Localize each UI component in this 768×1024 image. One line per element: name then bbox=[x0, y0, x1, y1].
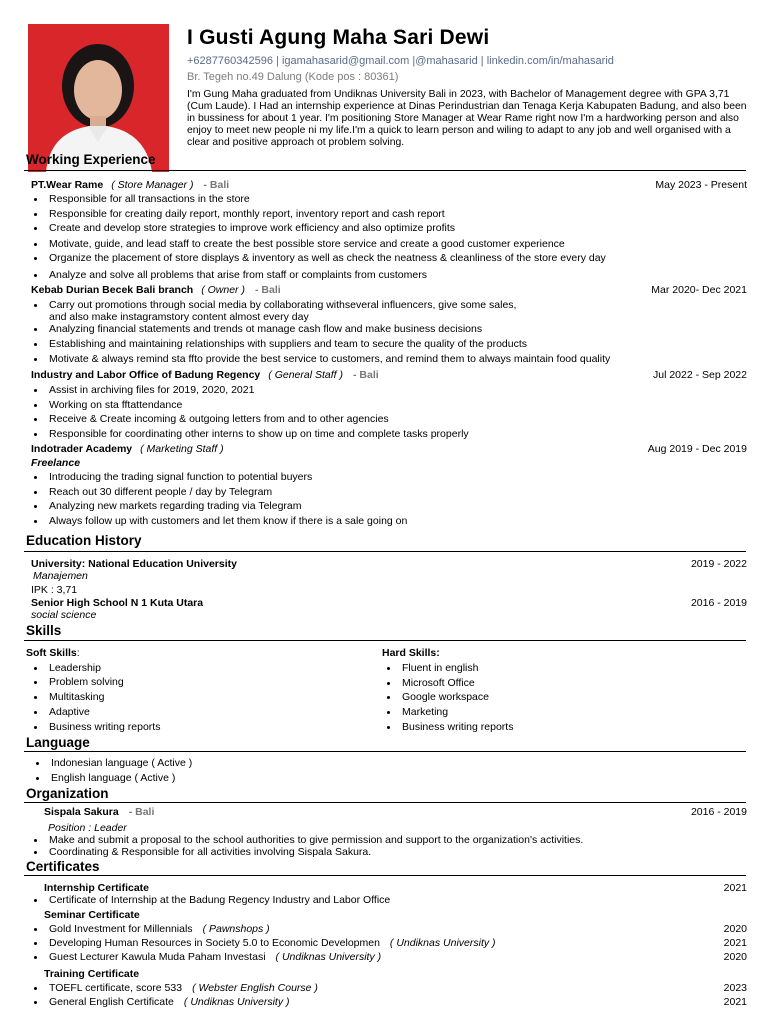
education-major: Manajemen bbox=[33, 570, 88, 582]
school-name: University: National Education University bbox=[31, 558, 237, 570]
certificate-year: 2020 bbox=[723, 923, 747, 935]
job-bullet: Always follow up with customers and let them know if there is a sale going on bbox=[49, 515, 408, 527]
job-header bbox=[31, 443, 747, 457]
candidate-name: I Gusti Agung Maha Sari Dewi bbox=[187, 26, 490, 49]
job-location: - Bali bbox=[352, 369, 379, 381]
education-header bbox=[31, 597, 747, 611]
hard-skill-item: Microsoft Office bbox=[402, 677, 475, 689]
job-date: Mar 2020- Dec 2021 bbox=[651, 284, 747, 296]
job-bullet: Carry out promotions through social media by collaborating withseveral influencers, give some sales, bbox=[49, 299, 517, 311]
organization-location: - Bali bbox=[128, 806, 155, 818]
certificate-issuer: ( Undiknas University ) bbox=[183, 996, 290, 1008]
profile-summary: I'm Gung Maha graduated from Undiknas University Bali in 2023, with Bachelor of Management degree with GPA 3,71 (Cum Laude). I Had an internship experience at Dinas Perindustrian dan Tenaga Kerja Kabupaten Badung, and also been in bussiness for about 1 year. I'm positioning Store Manager at Wear Rame right now I'm a hardworking person and also enjoy to meet new people ni my life.I'm a quick to learn person and wiling to adapt to any job and well organised with a clear and positive approach ot problem solving. bbox=[187, 89, 747, 149]
job-bullet: Motivate & always remind sta ffto provide the best service to customers, and remind them to always maintain food quality bbox=[49, 353, 611, 365]
certificate-year: 2021 bbox=[723, 996, 747, 1008]
organization-position: Position : Leader bbox=[48, 822, 127, 834]
job-bullet: Motivate, guide, and lead staff to create the best possible store service and create a good customer experience bbox=[49, 238, 565, 250]
hard-skill-item: Fluent in english bbox=[402, 662, 479, 674]
social-handle[interactable]: @mahasarid bbox=[415, 55, 478, 67]
organization-bullet: Make and submit a proposal to the school authorities to give permission and support to the organization's activities. bbox=[49, 834, 584, 846]
job-location: - Bali bbox=[254, 284, 281, 296]
section-divider bbox=[24, 551, 746, 552]
soft-skill-item: Problem solving bbox=[49, 676, 124, 688]
section-title-skills: Skills bbox=[26, 623, 62, 638]
section-divider bbox=[24, 875, 746, 876]
job-bullet: Analyze and solve all problems that arise from staff or complaints from customers bbox=[49, 269, 427, 281]
language-item: English language ( Active ) bbox=[51, 772, 176, 784]
job-header bbox=[31, 369, 747, 383]
job-role: ( Owner ) bbox=[201, 284, 245, 296]
job-date: Jul 2022 - Sep 2022 bbox=[653, 369, 747, 381]
job-role: ( Store Manager ) bbox=[111, 179, 194, 191]
section-divider bbox=[24, 170, 746, 171]
job-bullet: Reach out 30 different people / day by Telegram bbox=[49, 486, 273, 498]
certificate-year: 2023 bbox=[723, 982, 747, 994]
job-bullet: Assist in archiving files for 2019, 2020, 2021 bbox=[49, 384, 255, 396]
organization-header bbox=[44, 806, 747, 820]
job-bullet: Responsible for creating daily report, monthly report, inventory report and cash report bbox=[49, 208, 445, 220]
soft-skill-item: Business writing reports bbox=[49, 721, 161, 733]
education-date: 2016 - 2019 bbox=[690, 597, 747, 609]
job-bullet: Working on sta fftattendance bbox=[49, 399, 183, 411]
hard-skill-item: Marketing bbox=[402, 706, 449, 718]
certificate-item: Developing Human Resources in Society 5.0 to Economic Developmen ( Undiknas University ) bbox=[49, 937, 496, 949]
hard-skill-item: Google workspace bbox=[402, 691, 489, 703]
job-header bbox=[31, 284, 747, 298]
section-title-education: Education History bbox=[26, 533, 142, 548]
job-bullet: Establishing and maintaining relationships with suppliers and team to secure the quality of the products bbox=[49, 338, 528, 350]
job-bullet: Analyzing financial statements and trends ot manage cash flow and make business decisions bbox=[49, 323, 483, 335]
certificate-item: Certificate of Internship at the Badung Regency Industry and Labor Office bbox=[49, 894, 391, 906]
job-bullet: Introducing the trading signal function to potential buyers bbox=[49, 471, 313, 483]
job-date: Aug 2019 - Dec 2019 bbox=[647, 443, 747, 455]
organization-bullet: Coordinating & Responsible for all activities involving Sispala Sakura. bbox=[49, 846, 372, 858]
organization-date: 2016 - 2019 bbox=[690, 806, 747, 818]
job-bullet: Create and develop store strategies to improve work efficiency and also optimize profits bbox=[49, 222, 456, 234]
language-item: Indonesian language ( Active ) bbox=[51, 757, 193, 769]
certificate-group-title: Internship Certificate bbox=[44, 882, 150, 894]
education-gpa: IPK : 3,71 bbox=[31, 584, 78, 596]
job-bullet-continuation: and also make instagramstory content almost every day bbox=[49, 311, 309, 323]
soft-skill-item: Adaptive bbox=[49, 706, 90, 718]
section-divider bbox=[24, 640, 746, 641]
hard-skill-item: Business writing reports bbox=[402, 721, 514, 733]
phone-number[interactable]: +6287760342596 bbox=[187, 55, 273, 67]
education-major: social science bbox=[31, 609, 97, 621]
certificate-group-title: Seminar Certificate bbox=[44, 909, 140, 921]
section-divider bbox=[24, 802, 746, 803]
certificate-item: TOEFL certificate, score 533 ( Webster English Course ) bbox=[49, 982, 318, 994]
job-bullet: Responsible for all transactions in the store bbox=[49, 193, 250, 205]
linkedin-link[interactable]: linkedin.com/in/mahasarid bbox=[486, 55, 614, 67]
certificate-item: Gold Investment for Millennials ( Pawnshops ) bbox=[49, 923, 270, 935]
job-date: May 2023 - Present bbox=[655, 179, 747, 191]
job-bullet: Organize the placement of store displays & inventory as well as check the neatness & cleanliness of the store every day bbox=[49, 252, 606, 264]
education-date: 2019 - 2022 bbox=[690, 558, 747, 570]
certificate-issuer: ( Undiknas University ) bbox=[389, 937, 496, 949]
company-name: Indotrader Academy bbox=[31, 443, 133, 455]
company-name: Kebab Durian Becek Bali branch bbox=[31, 284, 194, 296]
school-name: Senior High School N 1 Kuta Utara bbox=[31, 597, 204, 609]
certificate-issuer: ( Webster English Course ) bbox=[192, 982, 318, 994]
company-name: Industry and Labor Office of Badung Regency bbox=[31, 369, 261, 381]
certificate-year: 2020 bbox=[723, 951, 747, 963]
organization-name: Sispala Sakura bbox=[44, 806, 119, 818]
section-title-work: Working Experience bbox=[26, 152, 156, 167]
certificate-issuer: ( Pawnshops ) bbox=[202, 923, 270, 935]
soft-skill-item: Leadership bbox=[49, 662, 101, 674]
certificate-item: General English Certificate ( Undiknas University ) bbox=[49, 996, 290, 1008]
soft-skill-item: Multitasking bbox=[49, 691, 105, 703]
section-title-language: Language bbox=[26, 735, 90, 750]
job-type: Freelance bbox=[31, 457, 81, 469]
certificate-issuer: ( Undiknas University ) bbox=[275, 951, 382, 963]
soft-skills-title: Soft Skills: bbox=[26, 647, 80, 659]
section-title-certificates: Certificates bbox=[26, 859, 100, 874]
email-link[interactable]: igamahasarid@gmail.com bbox=[281, 55, 410, 67]
certificate-item: Guest Lecturer Kawula Muda Paham Investasi ( Undiknas University ) bbox=[49, 951, 382, 963]
job-bullet: Responsible for coordinating other interns to show up on time and complete tasks properly bbox=[49, 428, 469, 440]
company-name: PT.Wear Rame bbox=[31, 179, 104, 191]
address: Br. Tegeh no.49 Dalung (Kode pos : 80361) bbox=[187, 71, 399, 83]
certificate-group-title: Training Certificate bbox=[44, 968, 140, 980]
job-location: - Bali bbox=[203, 179, 230, 191]
contact-line: +6287760342596 | igamahasarid@gmail.com |@mahasarid | linkedin.com/in/mahasarid bbox=[187, 55, 614, 67]
job-bullet: Analyzing new markets regarding trading via Telegram bbox=[49, 500, 302, 512]
job-role: ( General Staff ) bbox=[268, 369, 343, 381]
job-bullet: Receive & Create incoming & outgoing letters from and to other agencies bbox=[49, 413, 389, 425]
job-header bbox=[31, 179, 747, 193]
hard-skills-title: Hard Skills: bbox=[382, 647, 440, 659]
education-header bbox=[31, 558, 747, 572]
certificate-year: 2021 bbox=[723, 882, 747, 894]
section-title-organization: Organization bbox=[26, 786, 109, 801]
job-role: ( Marketing Staff ) bbox=[140, 443, 224, 455]
certificate-year: 2021 bbox=[723, 937, 747, 949]
profile-photo bbox=[28, 24, 169, 172]
section-divider bbox=[24, 751, 746, 752]
